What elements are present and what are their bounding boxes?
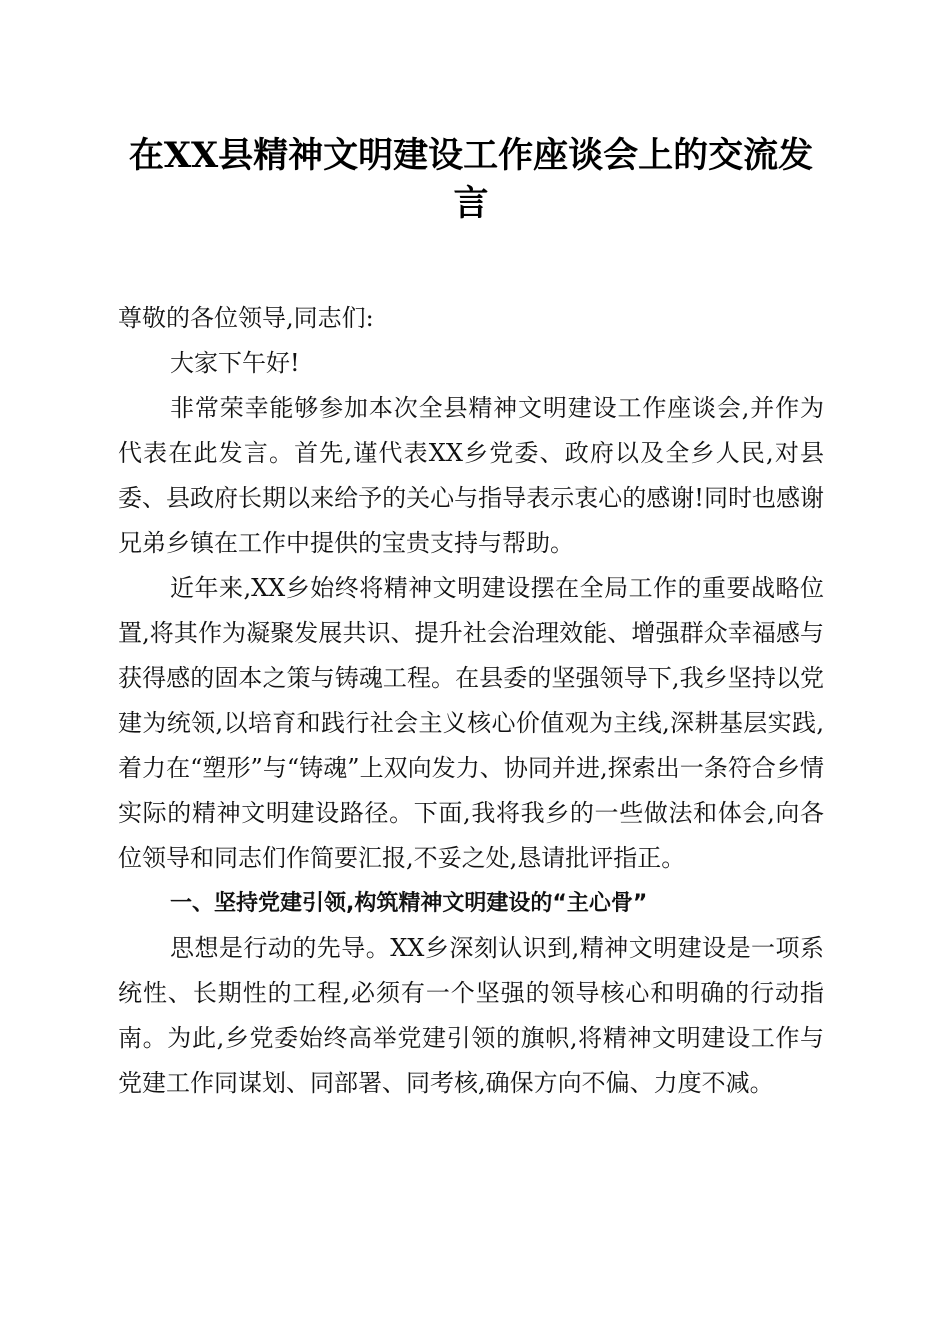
section-heading-1: 一、坚持党建引领,构筑精神文明建设的“主心骨” (170, 891, 648, 916)
paragraph-overview: 近年来,XX乡始终将精神文明建设摆在全局工作的重要战略位置,将其作为凝聚发展共识、提升社会治理效能、增强群众幸福感与获得感的固本之策与铸魂工程。在县委的坚强领导下,我乡坚持以党建为统领,以培育和践行社会主义核心价值观为主线,深耕基层实践,着力在“塑形”与“铸魂”上双向发力、协同并进,探索出一条符合乡情实际的精神文明建设路径。下面,我将我乡的一些做法和体会,向各位领导和同志们作简要汇报,不妥之处,恳请批评指正。 (118, 574, 824, 872)
greeting: 大家下午好! (170, 349, 300, 377)
salutation: 尊敬的各位领导,同志们: (118, 304, 374, 332)
title-line-2: 言 (453, 183, 489, 224)
document-body (118, 132, 824, 1106)
section-1-paragraph: 思想是行动的先导。XX乡深刻认识到,精神文明建设是一项系统性、长期性的工程,必须有一个坚强的领导核心和明确的行动指南。为此,乡党委始终高举党建引领的旗帜,将精神文明建设工作与党建工作同谋划、同部署、同考核,确保方向不偏、力度不减。 (118, 934, 824, 1097)
document-title (118, 132, 824, 228)
paragraph-opening: 非常荣幸能够参加本次全县精神文明建设工作座谈会,并作为代表在此发言。首先,谨代表XX乡党委、政府以及全乡人民,对县委、县政府长期以来给予的关心与指导表示衷心的感谢!同时也感谢兄弟乡镇在工作中提供的宝贵支持与帮助。 (118, 394, 824, 557)
title-line-1: 在XX县精神文明建设工作座谈会上的交流发 (128, 135, 814, 176)
